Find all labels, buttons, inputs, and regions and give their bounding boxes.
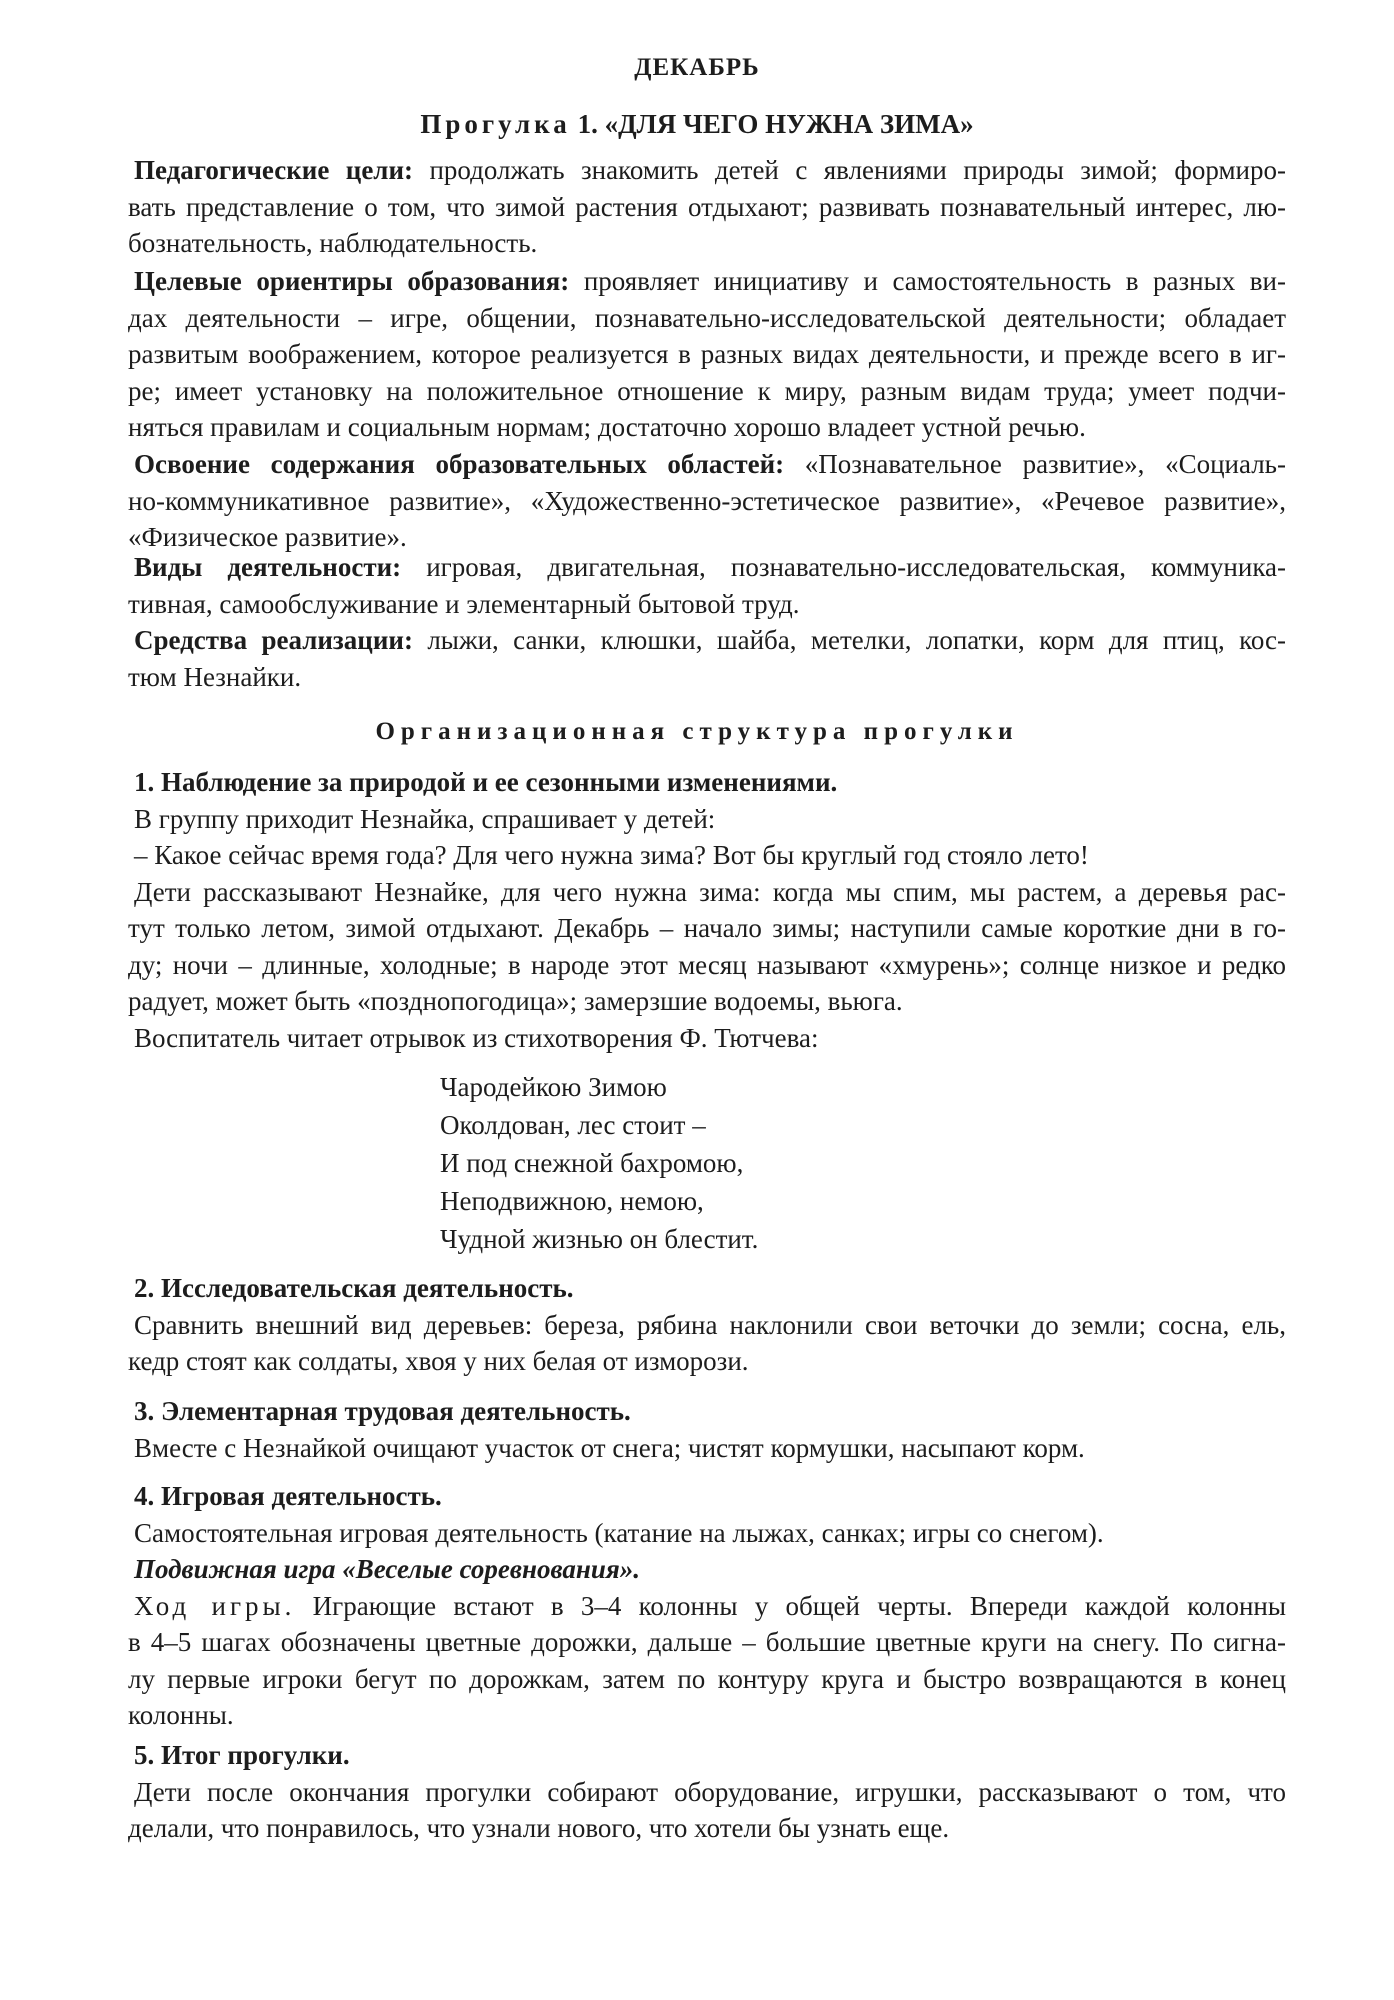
month-heading: ДЕКАБРЬ (634, 54, 760, 81)
section-4: 4. Игровая деятельность. Самостоятельная игровая деятельность (катание на лыжах, санках; игры со снегом). Подвижная игра «Веселые соревнования». Ход игры. Играющие встают в 3–4 колонны у общей черты. Впереди каждой колонны в 4–5 шагах обозначены цветные дорожки, дальше – большие цветные круги на снегу. По сигна- лу первые игроки бегут по дорожкам, затем по контуру круга и быстро возвращаются в конец колонны. (128, 1478, 1286, 1734)
section-2: 2. Исследовательская деятельность. Сравнить внешний вид деревьев: береза, рябина наклонили свои веточки до земли; сосна, ель, кедр стоят как солдаты, хвоя у них белая от изморози. (128, 1270, 1286, 1380)
walk-title (0, 106, 1394, 143)
activities-paragraph: Виды деятельности: игровая, двигательная, познавательно-исследовательская, коммуника- тивная, самообслуживание и элементарный бытовой труд. (128, 552, 1286, 619)
goals-paragraph: Педагогические цели: продолжать знакомить детей с явлениями природы зимой; формиро- вать представление о том, что зимой растения отдыхают; развивать познавательный интерес, лю- бознательность, наблюдательность. (128, 155, 1286, 258)
means-label: Средства реализации: (134, 625, 413, 655)
game-title: Подвижная игра «Веселые соревнования». (134, 1554, 640, 1584)
section-1-heading: 1. Наблюдение за природой и ее сезонными изменениями. (134, 767, 838, 797)
section-3-heading: 3. Элементарная трудовая деятельность. (134, 1396, 631, 1426)
walk-label: Прогулка (420, 109, 571, 139)
game-lead: Ход игры. (134, 1590, 296, 1621)
poem-line: И под снежной бахромою, (440, 1148, 744, 1178)
section-2-heading: 2. Исследовательская деятельность. (134, 1273, 574, 1303)
section-1: 1. Наблюдение за природой и ее сезонными изменениями. В группу приходит Незнайка, спрашивает у детей: – Какое сейчас время года? Для чего нужна зима? Вот бы круглый год стояло лето! Дети рассказывают Незнайке, для чего нужна зима: когда мы спим, мы растем, а деревья рас- тут только летом, зимой отдыхают. Декабрь – начало зимы; наступили самые короткие дни в го- ду; ночи – длинные, холодные; в народе этот месяц называют «хмурень»; солнце низкое и редко радует, может быть «позднопогодица»; замерзшие водоемы, вьюга. Воспитатель читает отрывок из стихотворения Ф. Тютчева: (128, 764, 1286, 1056)
means-paragraph: Средства реализации: лыжи, санки, клюшки, шайба, метелки, лопатки, корм для птиц, кос- тюм Незнайки. (128, 625, 1286, 692)
poem-line: Околдован, лес стоит – (440, 1110, 706, 1140)
section-3: 3. Элементарная трудовая деятельность. Вместе с Незнайкой очищают участок от снега; чистят кормушки, насыпают корм. (128, 1393, 1286, 1466)
poem-line: Чародейкою Зимою (440, 1072, 667, 1102)
structure-title: Организационная структура прогулки (375, 718, 1019, 745)
poem-excerpt (440, 1068, 758, 1258)
poem-line: Неподвижною, немою, (440, 1186, 704, 1216)
section-5-heading: 5. Итог прогулки. (134, 1740, 350, 1770)
goals-label: Педагогические цели: (134, 155, 414, 185)
areas-label: Освоение содержания образовательных областей: (134, 449, 785, 479)
poem-line: Чудной жизнью он блестит. (440, 1224, 759, 1254)
targets-paragraph: Целевые ориентиры образования: проявляет инициативу и самостоятельность в разных ви- дах деятельности – игре, общении, познавательно-исследовательской деятельности; обладает развитым воображением, которое реализуется в разных видах деятельности, и прежде всего в иг- ре; имеет установку на положительное отношение к миру, разным видам труда; умеет подчи- няться правилам и социальным нормам; достаточно хорошо владеет устной речью. (128, 266, 1286, 442)
section-4-heading: 4. Игровая деятельность. (134, 1481, 442, 1511)
activities-label: Виды деятельности: (134, 552, 402, 582)
areas-paragraph: Освоение содержания образовательных областей: «Познавательное развитие», «Социаль- но-коммуникативное развитие», «Художественно-эстетическое развитие», «Речевое развитие», «Физическое развитие». (128, 449, 1286, 552)
targets-label: Целевые ориентиры образования: (134, 266, 570, 296)
walk-title-text: 1. «ДЛЯ ЧЕГО НУЖНА ЗИМА» (577, 109, 974, 139)
section-5: 5. Итог прогулки. Дети после окончания прогулки собирают оборудование, игрушки, рассказывают о том, что делали, что понравилось, что узнали нового, что хотели бы узнать еще. (128, 1737, 1286, 1847)
